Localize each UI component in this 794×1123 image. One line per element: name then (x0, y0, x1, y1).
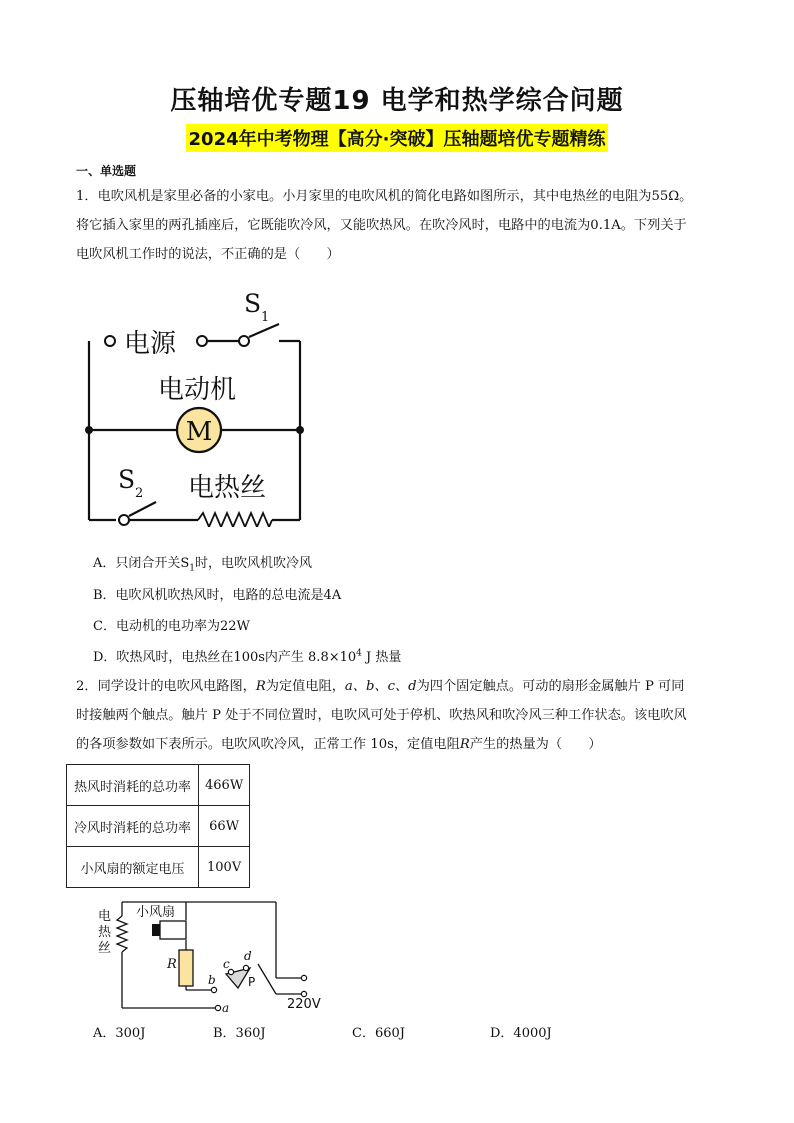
s2-subscript: 2 (135, 486, 144, 501)
table-row (67, 806, 250, 847)
question-1-option-c[interactable]: C．电动机的电功率为22W (93, 619, 250, 634)
power-terminal-left (105, 336, 115, 346)
motor-label: 电动机 (158, 375, 237, 405)
power-terminal-right (197, 336, 207, 346)
section-label: 一、单选题 (76, 164, 137, 178)
page-title: 压轴培优专题19 电学和热学综合问题 (170, 86, 624, 116)
hair-dryer-circuit-diagram (76, 282, 316, 527)
question-1-line-1: 1．电吹风机是家里必备的小家电。小月家里的电吹风机的简化电路如图所示，其中电热丝的电阻为55Ω。 (76, 189, 693, 204)
contact-d-label: d (244, 949, 252, 963)
fan-label: 小风扇 (136, 905, 176, 920)
s2-contact (119, 515, 129, 525)
heater-char-1: 电 (98, 909, 112, 924)
question-2-line-2: 时接触两个触点。触片 P 处于不同位置时，电吹风可处于停机、吹热风和吹冷风三种工作状态。该电吹风 (76, 708, 687, 723)
contact-a (215, 1005, 220, 1010)
question-1-line-2: 将它插入家里的两孔插座后，它既能吹冷风，又能吹热风。在吹冷风时，电路中的电流为0.1A。下列关于 (76, 218, 687, 233)
fan-motor-icon (160, 921, 186, 939)
question-1-option-d[interactable]: D．吹热风时，电热丝在100s内产生 $8.8\times 10^4$ J 热量 (93, 648, 402, 665)
resistor-r-icon (179, 950, 193, 986)
subtitle-wrapper (0, 124, 794, 152)
table-cell-value: 100V (199, 847, 250, 888)
question-1-text (76, 182, 736, 269)
junction-left (85, 426, 93, 434)
question-2-option-a[interactable]: A．300J (93, 1026, 146, 1041)
power-label: 电源 (124, 329, 177, 359)
page-subtitle: 2024年中考物理【高分·突破】压轴题培优专题精练 (186, 124, 609, 152)
s1-contact (239, 336, 249, 346)
heater-label: 电热丝 (188, 473, 267, 503)
table-cell-value: 466W (199, 765, 250, 806)
table-cell-name: 小风扇的额定电压 (67, 847, 199, 888)
parameter-table (66, 764, 250, 888)
contact-a-label: a (222, 1001, 230, 1015)
heater-char-3: 丝 (98, 941, 112, 956)
supply-voltage-label: 220V (287, 997, 321, 1012)
contact-c-label: c (223, 957, 230, 971)
heater-char-2: 热 (98, 925, 112, 940)
table-row (67, 765, 250, 806)
s2-label: S (118, 465, 136, 494)
resistor-label: R (167, 957, 177, 972)
question-2-option-b[interactable]: B．360J (213, 1026, 266, 1041)
question-1-option-b[interactable]: B．电吹风机吹热风时，电路的总电流是4A (93, 588, 342, 603)
fan-heater-circuit-diagram (90, 896, 340, 1016)
question-2-text (76, 672, 736, 759)
question-1-line-3: 电吹风机工作时的说法，不正确的是（ ） (76, 247, 340, 262)
table-row (67, 847, 250, 888)
s1-subscript: 1 (261, 310, 270, 325)
table-cell-name: 热风时消耗的总功率 (67, 765, 199, 806)
motor-symbol: M (185, 417, 213, 447)
s1-label: S (244, 289, 262, 318)
contact-d (243, 965, 248, 970)
question-1-option-a[interactable]: A．只闭合开关$S_1$时，电吹风机吹冷风 (93, 556, 313, 574)
question-2-line-1: 2．同学设计的电吹风电路图，R为定值电阻，a、b、c、d为四个固定触点。可动的扇形金属触片 P 可同 (76, 679, 685, 694)
contact-b (211, 987, 216, 992)
question-2-line-3: 的各项参数如下表所示。电吹风吹冷风，正常工作 10s，定值电阻R产生的热量为（ ） (76, 737, 602, 752)
slider-p-label: P (248, 975, 256, 989)
question-2-option-d[interactable]: D．4000J (490, 1026, 552, 1041)
supply-terminal-bottom (301, 991, 306, 996)
question-2-option-c[interactable]: C．660J (352, 1026, 405, 1041)
supply-terminal-top (301, 975, 306, 980)
table-cell-value: 66W (199, 806, 250, 847)
junction-right (296, 426, 304, 434)
contact-b-label: b (208, 973, 216, 987)
fan-icon (152, 924, 160, 936)
table-cell-name: 冷风时消耗的总功率 (67, 806, 199, 847)
